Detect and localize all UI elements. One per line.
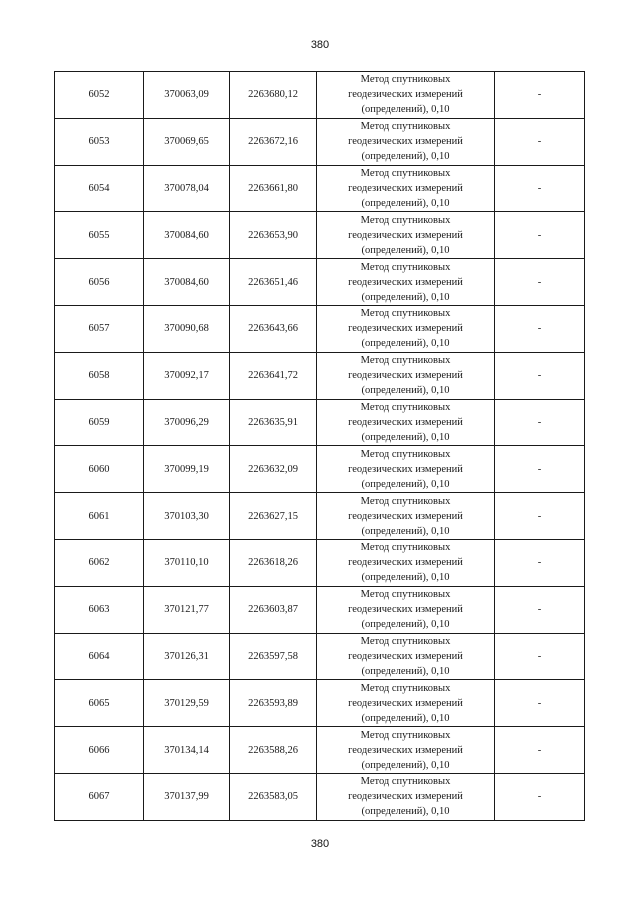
coordinate-x-cell: 370096,29 bbox=[144, 399, 230, 446]
table-row bbox=[55, 305, 585, 352]
coordinate-x-cell: 370134,14 bbox=[144, 727, 230, 774]
method-text-line: геодезических измерений bbox=[348, 697, 463, 709]
table-row bbox=[55, 72, 585, 119]
method-text-line: (определений), 0,10 bbox=[361, 478, 450, 490]
point-number-cell: 6055 bbox=[55, 212, 144, 259]
description-cell: - bbox=[495, 539, 585, 586]
table-row bbox=[55, 586, 585, 633]
description-cell: - bbox=[495, 586, 585, 633]
method-cell bbox=[317, 399, 495, 446]
method-cell bbox=[317, 773, 495, 820]
method-text-line: геодезических измерений bbox=[348, 791, 463, 803]
table-row bbox=[55, 680, 585, 727]
coordinate-x-cell: 370090,68 bbox=[144, 305, 230, 352]
method-text-line: Метод спутниковых bbox=[360, 635, 451, 647]
description-cell: - bbox=[495, 212, 585, 259]
method-text-line: (определений), 0,10 bbox=[361, 712, 450, 724]
coordinate-x-cell: 370129,59 bbox=[144, 680, 230, 727]
method-text-line: Метод спутниковых bbox=[360, 682, 451, 694]
coordinate-y-cell: 2263635,91 bbox=[230, 399, 317, 446]
description-cell: - bbox=[495, 399, 585, 446]
coordinate-y-cell: 2263583,05 bbox=[230, 773, 317, 820]
method-text-line: Метод спутниковых bbox=[360, 74, 451, 86]
method-text-line: геодезических измерений bbox=[348, 229, 463, 241]
table-row bbox=[55, 773, 585, 820]
method-text-line: геодезических измерений bbox=[348, 182, 463, 194]
method-cell bbox=[317, 680, 495, 727]
method-text-line: геодезических измерений bbox=[348, 370, 463, 382]
method-text-line: (определений), 0,10 bbox=[361, 104, 450, 116]
coordinate-x-cell: 370084,60 bbox=[144, 259, 230, 306]
table-row bbox=[55, 399, 585, 446]
method-text-line: геодезических измерений bbox=[348, 604, 463, 616]
point-number-cell: 6053 bbox=[55, 118, 144, 165]
method-text-line: Метод спутниковых bbox=[360, 542, 451, 554]
table-row bbox=[55, 446, 585, 493]
point-number-cell: 6063 bbox=[55, 586, 144, 633]
method-text-line: Метод спутниковых bbox=[360, 448, 451, 460]
description-cell: - bbox=[495, 727, 585, 774]
method-text-line: Метод спутниковых bbox=[360, 495, 451, 507]
description-cell: - bbox=[495, 352, 585, 399]
method-text-line: (определений), 0,10 bbox=[361, 197, 450, 209]
method-cell bbox=[317, 586, 495, 633]
point-number-cell: 6059 bbox=[55, 399, 144, 446]
coordinate-y-cell: 2263597,58 bbox=[230, 633, 317, 680]
coordinate-y-cell: 2263593,89 bbox=[230, 680, 317, 727]
coordinate-y-cell: 2263603,87 bbox=[230, 586, 317, 633]
method-text-line: (определений), 0,10 bbox=[361, 385, 450, 397]
description-cell: - bbox=[495, 493, 585, 540]
coordinate-x-cell: 370099,19 bbox=[144, 446, 230, 493]
coordinate-y-cell: 2263672,16 bbox=[230, 118, 317, 165]
coordinate-y-cell: 2263641,72 bbox=[230, 352, 317, 399]
coordinates-table bbox=[54, 71, 585, 821]
method-cell bbox=[317, 446, 495, 493]
coordinate-y-cell: 2263632,09 bbox=[230, 446, 317, 493]
coordinate-y-cell: 2263661,80 bbox=[230, 165, 317, 212]
table-row bbox=[55, 352, 585, 399]
coordinate-x-cell: 370126,31 bbox=[144, 633, 230, 680]
method-text-line: геодезических измерений bbox=[348, 557, 463, 569]
method-text-line: геодезических измерений bbox=[348, 510, 463, 522]
method-text-line: Метод спутниковых bbox=[360, 214, 451, 226]
description-cell: - bbox=[495, 446, 585, 493]
point-number-cell: 6054 bbox=[55, 165, 144, 212]
method-cell bbox=[317, 633, 495, 680]
point-number-cell: 6066 bbox=[55, 727, 144, 774]
method-text-line: (определений), 0,10 bbox=[361, 619, 450, 631]
point-number-cell: 6060 bbox=[55, 446, 144, 493]
table-row bbox=[55, 259, 585, 306]
table-row bbox=[55, 539, 585, 586]
description-cell: - bbox=[495, 259, 585, 306]
method-cell bbox=[317, 259, 495, 306]
method-text-line: Метод спутниковых bbox=[360, 776, 451, 788]
method-text-line: геодезических измерений bbox=[348, 89, 463, 101]
method-text-line: геодезических измерений bbox=[348, 744, 463, 756]
table-row bbox=[55, 633, 585, 680]
description-cell: - bbox=[495, 118, 585, 165]
method-text-line: геодезических измерений bbox=[348, 276, 463, 288]
point-number-cell: 6056 bbox=[55, 259, 144, 306]
method-text-line: (определений), 0,10 bbox=[361, 338, 450, 350]
coordinate-x-cell: 370084,60 bbox=[144, 212, 230, 259]
method-text-line: Метод спутниковых bbox=[360, 167, 451, 179]
description-cell: - bbox=[495, 165, 585, 212]
method-text-line: геодезических измерений bbox=[348, 463, 463, 475]
point-number-cell: 6057 bbox=[55, 305, 144, 352]
description-cell: - bbox=[495, 633, 585, 680]
point-number-cell: 6067 bbox=[55, 773, 144, 820]
method-text-line: Метод спутниковых bbox=[360, 261, 451, 273]
coordinate-y-cell: 2263588,26 bbox=[230, 727, 317, 774]
method-text-line: геодезических измерений bbox=[348, 323, 463, 335]
coordinate-y-cell: 2263651,46 bbox=[230, 259, 317, 306]
coordinate-y-cell: 2263680,12 bbox=[230, 72, 317, 119]
method-text-line: (определений), 0,10 bbox=[361, 806, 450, 818]
method-text-line: (определений), 0,10 bbox=[361, 431, 450, 443]
table-row bbox=[55, 493, 585, 540]
description-cell: - bbox=[495, 72, 585, 119]
method-text-line: (определений), 0,10 bbox=[361, 151, 450, 163]
point-number-cell: 6052 bbox=[55, 72, 144, 119]
method-text-line: (определений), 0,10 bbox=[361, 572, 450, 584]
table-row bbox=[55, 118, 585, 165]
method-cell bbox=[317, 212, 495, 259]
method-text-line: (определений), 0,10 bbox=[361, 759, 450, 771]
point-number-cell: 6058 bbox=[55, 352, 144, 399]
method-cell bbox=[317, 118, 495, 165]
point-number-cell: 6061 bbox=[55, 493, 144, 540]
method-cell bbox=[317, 305, 495, 352]
page-number-bottom: 380 bbox=[310, 838, 330, 850]
method-text-line: (определений), 0,10 bbox=[361, 291, 450, 303]
method-text-line: геодезических измерений bbox=[348, 416, 463, 428]
description-cell: - bbox=[495, 305, 585, 352]
coordinate-y-cell: 2263627,15 bbox=[230, 493, 317, 540]
coordinates-table-body bbox=[55, 72, 585, 821]
method-text-line: (определений), 0,10 bbox=[361, 525, 450, 537]
coordinate-x-cell: 370069,65 bbox=[144, 118, 230, 165]
coordinate-x-cell: 370110,10 bbox=[144, 539, 230, 586]
page-number-top: 380 bbox=[310, 39, 330, 51]
coordinate-y-cell: 2263618,26 bbox=[230, 539, 317, 586]
method-cell bbox=[317, 493, 495, 540]
description-cell: - bbox=[495, 680, 585, 727]
method-text-line: геодезических измерений bbox=[348, 650, 463, 662]
coordinate-y-cell: 2263653,90 bbox=[230, 212, 317, 259]
method-cell bbox=[317, 727, 495, 774]
method-text-line: Метод спутниковых bbox=[360, 121, 451, 133]
method-cell bbox=[317, 539, 495, 586]
coordinate-y-cell: 2263643,66 bbox=[230, 305, 317, 352]
coordinate-x-cell: 370092,17 bbox=[144, 352, 230, 399]
coordinate-x-cell: 370121,77 bbox=[144, 586, 230, 633]
method-text-line: Метод спутниковых bbox=[360, 355, 451, 367]
table-row bbox=[55, 727, 585, 774]
method-text-line: Метод спутниковых bbox=[360, 589, 451, 601]
coordinate-x-cell: 370103,30 bbox=[144, 493, 230, 540]
method-cell bbox=[317, 352, 495, 399]
method-text-line: (определений), 0,10 bbox=[361, 244, 450, 256]
coordinate-x-cell: 370137,99 bbox=[144, 773, 230, 820]
point-number-cell: 6065 bbox=[55, 680, 144, 727]
point-number-cell: 6062 bbox=[55, 539, 144, 586]
method-cell bbox=[317, 165, 495, 212]
method-cell bbox=[317, 72, 495, 119]
method-text-line: геодезических измерений bbox=[348, 136, 463, 148]
coordinate-x-cell: 370078,04 bbox=[144, 165, 230, 212]
table-row bbox=[55, 212, 585, 259]
method-text-line: Метод спутниковых bbox=[360, 401, 451, 413]
coordinate-x-cell: 370063,09 bbox=[144, 72, 230, 119]
table-row bbox=[55, 165, 585, 212]
point-number-cell: 6064 bbox=[55, 633, 144, 680]
description-cell: - bbox=[495, 773, 585, 820]
method-text-line: Метод спутниковых bbox=[360, 729, 451, 741]
method-text-line: (определений), 0,10 bbox=[361, 665, 450, 677]
method-text-line: Метод спутниковых bbox=[360, 308, 451, 320]
